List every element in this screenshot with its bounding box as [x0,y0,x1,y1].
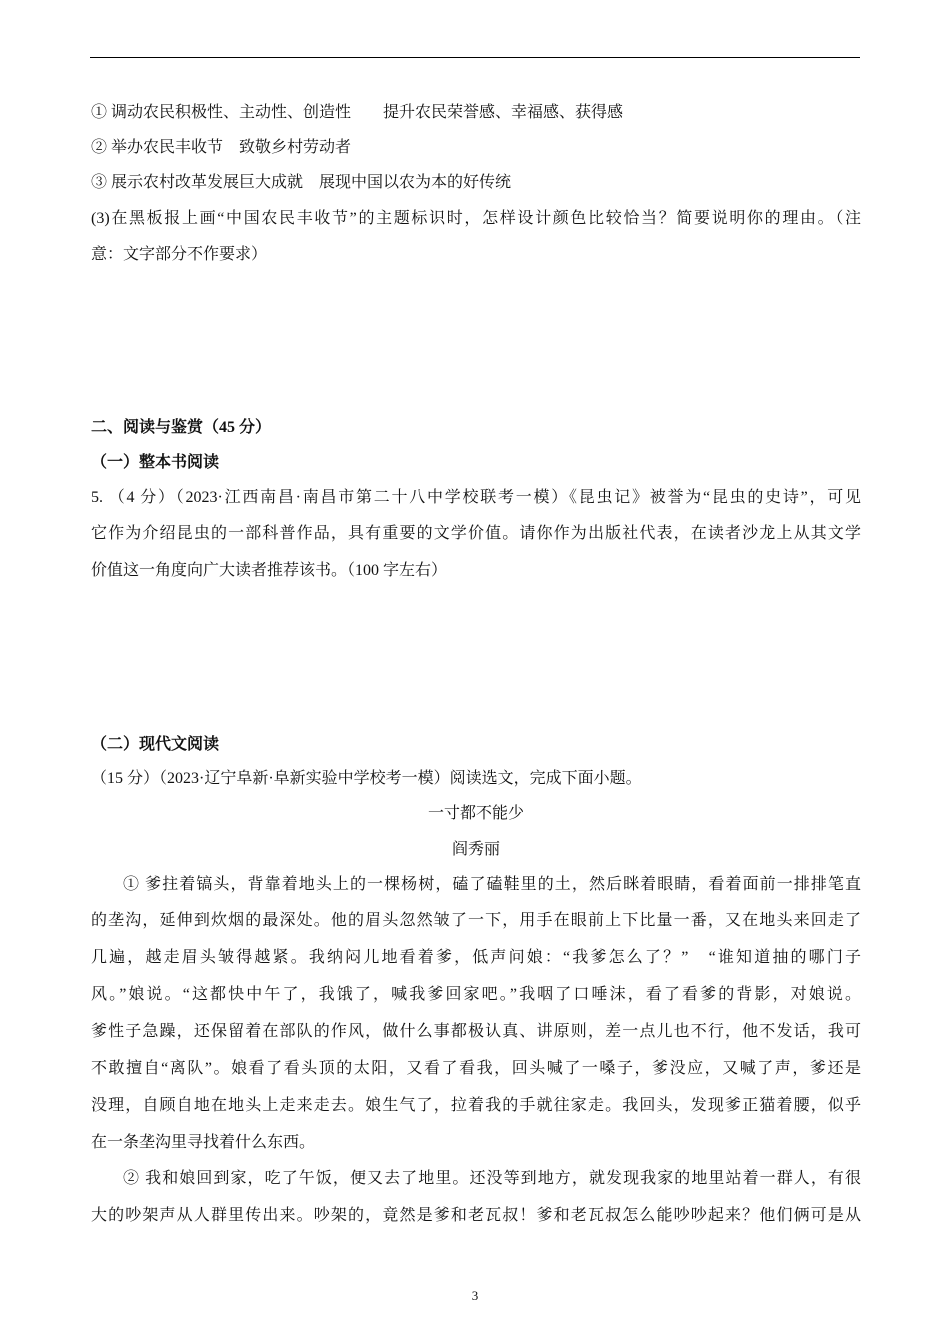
article-author: 阎秀丽 [451,841,500,858]
paragraph-1-line: 不敢擅自“离队”。娘看了看头顶的太阳，又看了看我，回头喊了一嗓子，爹没应，又喊了声，爹还是 [91,1060,861,1077]
paragraph-1-line: 爹性子急躁，还保留着在部队的作风，做什么事都极认真、讲原则，差一点儿也不行，他不发话，我可 [91,1023,861,1040]
paragraph-2-line: ② 我和娘回到家，吃了午饭，便又去了地里。还没等到地方，就发现我家的地里站着一群人，有很 [123,1170,861,1187]
paragraph-1-line: ① 爹拄着镐头，背靠着地头上的一棵杨树，磕了磕鞋里的土，然后眯着眼睛，看着面前一排排笔直 [123,876,861,893]
option-1: ① 调动农民积极性、主动性、创造性 提升农民荣誉感、幸福感、获得感 [91,104,624,121]
paragraph-1-line: 没理，自顾自地在地头上走来走去。娘生气了，拉着我的手就往家走。我回头，发现爹正猫着腰，似乎 [91,1097,861,1114]
reading-intro: （15 分）（2023·辽宁阜新·阜新实验中学校考一模）阅读选文，完成下面小题。 [91,770,642,787]
option-2: ② 举办农民丰收节 致敬乡村劳动者 [91,139,352,156]
question-3-line-1: (3)在黑板报上画“中国农民丰收节”的主题标识时，怎样设计颜色比较恰当？简要说明你的理由。（注 [91,210,861,227]
article-title: 一寸都不能少 [427,805,524,822]
paragraph-1-line: 在一条垄沟里寻找着什么东西。 [91,1134,316,1151]
question-5-line-2: 它作为介绍昆虫的一部科普作品，具有重要的文学价值。请你作为出版社代表，在读者沙龙上从其文学 [91,525,861,542]
option-3: ③ 展示农村改革发展巨大成就 展现中国以农为本的好传统 [91,174,512,191]
subsection-whole-book-reading: （一）整本书阅读 [91,454,220,471]
paragraph-2-line: 大的吵架声从人群里传出来。吵架的，竟然是爹和老瓦叔！爹和老瓦叔怎么能吵吵起来？他们俩可是从 [91,1207,861,1224]
question-5-line-1: 5. （4 分）（2023·江西南昌·南昌市第二十八中学校联考一模）《昆虫记》被誉为“昆虫的史诗”，可见 [91,489,861,506]
paragraph-1-line: 风。”娘说。“这都快中午了，我饿了，喊我爹回家吧。”我咽了口唾沫，看了看爹的背影，对娘说。 [91,986,861,1003]
section-2-heading: 二、阅读与鉴赏（45 分） [91,419,272,436]
subsection-modern-reading: （二）现代文阅读 [91,736,220,753]
question-5-line-3: 价值这一角度向广大读者推荐该书。（100 字左右） [91,562,448,579]
paragraph-1-line: 几遍，越走眉头皱得越紧。我纳闷儿地看着爹，低声问娘：“我爹怎么了？” “谁知道抽的哪门子 [91,949,861,966]
question-3-line-2: 意：文字部分不作要求） [91,246,268,263]
paragraph-1-line: 的垄沟，延伸到炊烟的最深处。他的眉头忽然皱了一下，用手在眼前上下比量一番，又在地头来回走了 [91,912,861,929]
header-rule [90,57,860,58]
page-number: 3 [471,1288,479,1303]
